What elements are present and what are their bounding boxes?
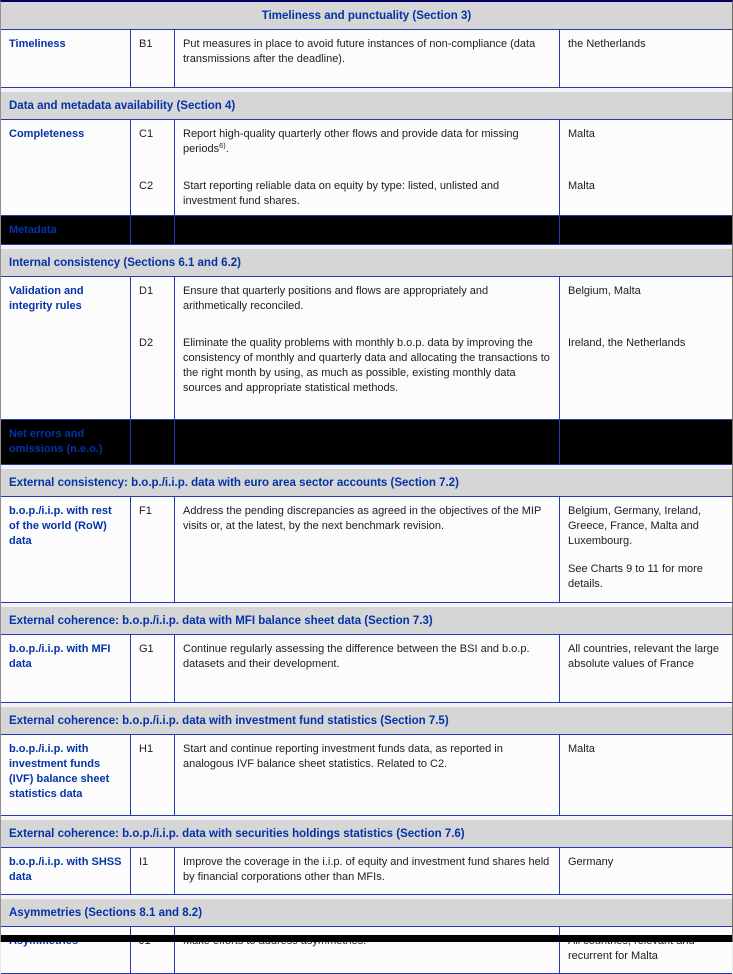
- description-cell: Address the pending discrepancies as agreed in the objectives of the MIP visits or, at the latest, by the next benchmark revision.: [175, 497, 560, 602]
- category-cell: [1, 927, 131, 973]
- description-cell: Start reporting reliable data on equity by type: listed, unlisted and investment fund shares.: [175, 163, 560, 215]
- countries-cell: the Netherlands: [568, 38, 646, 50]
- countries-text: Belgium, Germany, Ireland, Greece, France, Malta and Luxembourg.: [568, 505, 702, 547]
- description-cell: Start and continue reporting investment funds data, as reported in analogous IVF balance sheet statistics. Related to C2.: [175, 735, 560, 815]
- countries-note: See Charts 9 to 11 for more details.: [568, 563, 703, 590]
- section-header-external-coherence-73: External coherence: b.o.p./i.i.p. data with MFI balance sheet data (Section 7.3): [1, 607, 732, 635]
- category-cell: Net errors and omissions (n.e.o.): [1, 420, 131, 464]
- section-header-external-consistency-72: External consistency: b.o.p./i.i.p. data with euro area sector accounts (Section 7.2): [1, 469, 732, 497]
- table-row-f1: [1, 497, 732, 603]
- code-cell: C2: [131, 163, 175, 215]
- category-cell: Timeliness: [1, 30, 131, 87]
- countries-cell: All countries, relevant the large absolute values of France: [568, 643, 720, 670]
- code-cell: G1: [131, 635, 175, 702]
- category-cell: b.o.p./i.i.p. with MFI data: [1, 635, 131, 702]
- code-cell: D1: [131, 277, 175, 320]
- table-row-h1: [1, 735, 732, 816]
- code-cell: [131, 420, 175, 464]
- countries-cell: recurrent for Malta: [568, 950, 658, 962]
- section-header-external-coherence-76: External coherence: b.o.p./i.i.p. data with securities holdings statistics (Section 7.6): [1, 820, 732, 848]
- section-header-data-metadata-availability: Data and metadata availability (Section 4): [1, 92, 732, 120]
- table-row-g1: [1, 635, 732, 703]
- section-header-internal-consistency: Internal consistency (Sections 6.1 and 6.2): [1, 249, 732, 277]
- table-row-c1-c2: [1, 120, 732, 216]
- bottom-black-bar: [1, 935, 732, 942]
- category-cell: b.o.p./i.i.p. with rest of the world (RoW) data: [1, 497, 131, 602]
- countries-cell: [560, 497, 732, 602]
- description-cell: Improve the coverage in the i.i.p. of equity and investment fund shares held by financial corporations other than MFIs.: [175, 848, 560, 894]
- description-cell: [175, 216, 560, 244]
- description-cell: Ensure that quarterly positions and flows are appropriately and arithmetically reconciled.: [175, 277, 560, 320]
- category-cell: Completeness: [1, 120, 131, 215]
- code-cell: F1: [131, 497, 175, 602]
- countries-cell: Malta: [568, 743, 595, 755]
- category-cell: Validation and integrity rules: [1, 277, 131, 419]
- description-cell: [175, 927, 560, 973]
- countries-cell: Germany: [568, 856, 614, 868]
- category-cell: Metadata: [1, 216, 131, 244]
- category-cell: b.o.p./i.i.p. with SHSS data: [1, 848, 131, 894]
- table-row-i1: [1, 848, 732, 895]
- countries-cell: Malta: [568, 128, 595, 140]
- description-cell: [175, 120, 560, 163]
- code-cell: H1: [131, 735, 175, 815]
- description-text: Report high-quality quarterly other flows and provide data for missing periods: [183, 128, 519, 155]
- section-header-timeliness-punctuality: Timeliness and punctuality (Section 3): [1, 2, 732, 30]
- redacted-row-metadata: [1, 216, 732, 245]
- code-cell: C1: [131, 120, 175, 163]
- countries-cell: Belgium, Malta: [568, 285, 641, 297]
- code-cell: I1: [131, 848, 175, 894]
- countries-cell: Malta: [568, 180, 595, 192]
- redacted-row-net-errors-omissions: [1, 420, 732, 465]
- code-cell: [131, 927, 175, 973]
- countries-cell: [560, 420, 732, 464]
- code-cell: B1: [131, 30, 175, 87]
- section-header-external-coherence-75: External coherence: b.o.p./i.i.p. data with investment fund statistics (Section 7.5): [1, 707, 732, 735]
- description-cell: Eliminate the quality problems with monthly b.o.p. data by improving the consistency of monthly and quarterly data and allocating the transactions to the right month by using, as much as possible, existing monthly data sources and appropriate statistical methods.: [175, 320, 560, 419]
- table-row-d1-d2: [1, 277, 732, 420]
- category-cell: b.o.p./i.i.p. with investment funds (IVF) balance sheet statistics data: [1, 735, 131, 815]
- countries-cell: [560, 216, 732, 244]
- description-cell: [175, 420, 560, 464]
- table-row-b1: [1, 30, 732, 88]
- description-cell: Put measures in place to avoid future instances of non-compliance (data transmissions after the deadline).: [175, 30, 560, 87]
- code-cell: D2: [131, 320, 175, 419]
- description-text: .: [225, 143, 229, 155]
- description-cell: Continue regularly assessing the difference between the BSI and b.o.p. datasets and their development.: [175, 635, 560, 702]
- code-cell: [131, 216, 175, 244]
- section-header-asymmetries: Asymmetries (Sections 8.1 and 8.2): [1, 899, 732, 927]
- countries-cell: Ireland, the Netherlands: [568, 337, 686, 349]
- footnote-marker: 6): [219, 141, 226, 150]
